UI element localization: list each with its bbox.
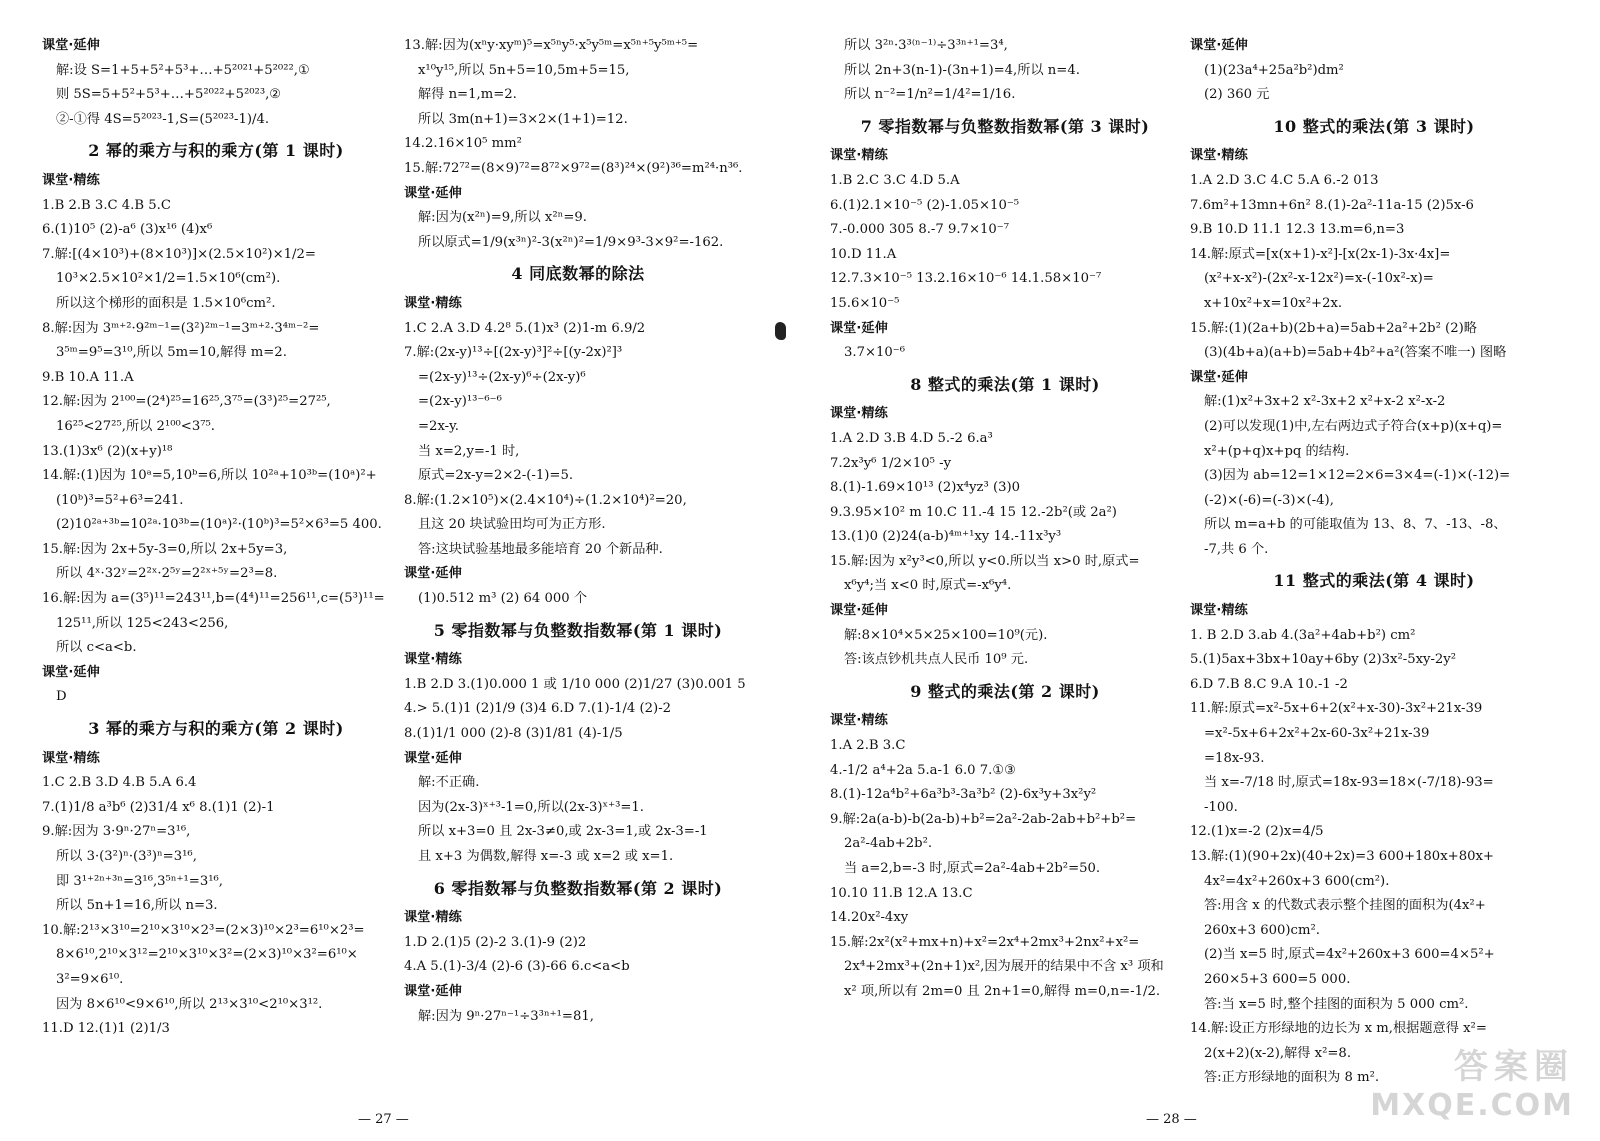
- answer-line: =18x-93.: [1204, 750, 1265, 766]
- answer-line: 16²⁵<27²⁵,所以 2¹⁰⁰<3⁷⁵.: [56, 418, 215, 434]
- answer-line: 答:正方形绿地的面积为 8 m².: [1204, 1070, 1380, 1086]
- answer-line: 因为 8×6¹⁰<9×6¹⁰,所以 2¹³×3¹⁰<2¹⁰×3¹².: [56, 996, 323, 1012]
- answer-line: =2x-y.: [418, 418, 459, 434]
- answer-line: 260x+3 600)cm².: [1204, 922, 1320, 938]
- answer-line: 8.(1)-1.69×10¹³ (2)x⁴yz³ (3)0: [830, 480, 1021, 496]
- answer-line: 7.-0.000 305 8.-7 9.7×10⁻⁷: [830, 222, 1010, 238]
- answer-line: 13.解:因为(xⁿy·xyᵐ)⁵=x⁵ⁿy⁵·x⁵y⁵ᵐ=x⁵ⁿ⁺⁵y⁵ᵐ⁺⁵=: [404, 38, 699, 53]
- answer-line: (3)(4b+a)(a+b)=5ab+4b²+a²(答案不唯一) 图略: [1204, 345, 1507, 361]
- answer-line: (2)10²ᵃ⁺³ᵇ=10²ᵃ·10³ᵇ=(10ᵃ)²·(10ᵇ)³=5²×6³=5 400.: [56, 517, 382, 533]
- answer-line: x¹⁰y¹⁵,所以 5n+5=10,5m+5=15,: [418, 62, 630, 78]
- answer-line: 9.解:2a(a-b)-b(2a-b)+b²=2a²-2ab-2ab+b²+b²=: [830, 811, 1137, 827]
- answer-line: 6.(1)2.1×10⁻⁵ (2)-1.05×10⁻⁵: [830, 197, 1020, 213]
- answer-line: 9.解:因为 3·9ⁿ·27ⁿ=3¹⁶,: [42, 824, 191, 840]
- subsection-heading: 课堂·精练: [830, 713, 888, 729]
- answer-line: 13.(1)3x⁶ (2)(x+y)¹⁸: [42, 443, 173, 459]
- answer-line: 即 3¹⁺²ⁿ⁺³ⁿ=3¹⁶,3⁵ⁿ⁺¹=3¹⁶,: [56, 873, 224, 889]
- answer-line: 9.B 10.A 11.A: [42, 369, 134, 385]
- subsection-heading: 课堂·延伸: [830, 603, 888, 619]
- answer-line: 4.A 5.(1)-3/4 (2)-6 (3)-66 6.c<a<b: [404, 959, 630, 975]
- answer-line: 且 x+3 为偶数,解得 x=-3 或 x=2 或 x=1.: [418, 849, 674, 864]
- answer-line: 6.(1)10⁵ (2)-a⁶ (3)x¹⁶ (4)x⁶: [42, 222, 213, 238]
- section-title: 4 同底数幂的除法: [511, 264, 645, 284]
- answer-line: 解:8×10⁴×5×25×100=10⁹(元).: [844, 627, 1048, 643]
- answer-line: x²+(p+q)x+pq 的结构.: [1204, 443, 1350, 459]
- answer-line: 10.解:2¹³×3¹⁰=2¹⁰×3¹⁰×2³=(2×3)¹⁰×2³=6¹⁰×2³=: [42, 922, 365, 938]
- answer-line: 6.D 7.B 8.C 9.A 10.-1 -2: [1190, 676, 1348, 692]
- answer-line: 2(x+2)(x-2),解得 x²=8.: [1204, 1045, 1352, 1061]
- subsection-heading: 课堂·精练: [830, 148, 888, 164]
- answer-line: 14.2.16×10⁵ mm²: [404, 136, 522, 152]
- answer-line: 7.解:[(4×10³)+(8×10³)]×(2.5×10²)×1/2=: [42, 246, 316, 262]
- column-1: [42, 34, 390, 1042]
- answer-line: 所以 x+3=0 且 2x-3≠0,或 2x-3=1,或 2x-3=-1: [418, 824, 708, 840]
- answer-line: 1.A 2.D 3.B 4.D 5.-2 6.a³: [830, 430, 993, 446]
- section-title: 10 整式的乘法(第 3 课时): [1273, 116, 1475, 136]
- subsection-heading: 课堂·延伸: [1190, 369, 1248, 385]
- section-title: 6 零指数幂与负整数指数幂(第 2 课时): [433, 878, 723, 898]
- answer-line: 260×5+3 600=5 000.: [1204, 971, 1351, 987]
- answer-line: 所以 5n+1=16,所以 n=3.: [56, 898, 218, 914]
- page-number-right: — 28 —: [1146, 1112, 1197, 1127]
- section-title: 9 整式的乘法(第 2 课时): [910, 681, 1100, 701]
- answer-line: 12.解:因为 2¹⁰⁰=(2⁴)²⁵=16²⁵,3⁷⁵=(3³)²⁵=27²⁵,: [42, 394, 331, 410]
- subsection-heading: 课堂·延伸: [404, 185, 462, 201]
- section-title: 8 整式的乘法(第 1 课时): [910, 374, 1100, 394]
- answer-line: 125¹¹,所以 125<243<256,: [56, 615, 229, 631]
- answer-line: 15.解:因为 x²y³<0,所以 y<0.所以当 x>0 时,原式=: [830, 553, 1140, 569]
- section-title: 3 幂的乘方与积的乘方(第 2 课时): [88, 719, 344, 739]
- answer-line: 14.20x²-4xy: [830, 910, 909, 926]
- section-title: 5 零指数幂与负整数指数幂(第 1 课时): [433, 620, 723, 640]
- answer-line: 1.A 2.D 3.C 4.C 5.A 6.-2 013: [1190, 172, 1379, 188]
- answer-line: 因为(2x-3)ˣ⁺³-1=0,所以(2x-3)ˣ⁺³=1.: [418, 799, 644, 815]
- watermark-logo: 答案圈 MXQE.COM: [1370, 1047, 1574, 1123]
- answer-line: 8.解:因为 3ᵐ⁺²·9²ᵐ⁻¹=(3²)²ᵐ⁻¹=3ᵐ⁺²·3⁴ᵐ⁻²=: [42, 320, 320, 336]
- answer-line: (1)(23a⁴+25a²b²)dm²: [1204, 62, 1344, 78]
- answer-line: (2)可以发现(1)中,左右两边式子符合(x+p)(x+q)=: [1204, 418, 1503, 434]
- answer-line: 解:设 S=1+5+5²+5³+…+5²⁰²¹+5²⁰²²,①: [56, 62, 310, 78]
- column-4: [1190, 34, 1558, 1091]
- answer-line: 则 5S=5+5²+5³+…+5²⁰²²+5²⁰²³,②: [56, 87, 282, 103]
- answer-line: -7,共 6 个.: [1204, 541, 1269, 557]
- answer-line: x² 项,所以有 2m=0 且 2n+1=0,解得 m=0,n=-1/2.: [844, 983, 1161, 999]
- answer-line: 所以 3²ⁿ·3³⁽ⁿ⁻¹⁾÷3³ⁿ⁺¹=3⁴,: [844, 38, 1008, 53]
- answer-line: 1.B 2.D 3.(1)0.000 1 或 1/10 000 (2)1/27 (3)0.001 5: [404, 676, 746, 692]
- answer-line: 1.D 2.(1)5 (2)-2 3.(1)-9 (2)2: [404, 934, 587, 950]
- answer-line: 所以 4ˣ·32ʸ=2²ˣ·2⁵ʸ=2²ˣ⁺⁵ʸ=2³=8.: [56, 566, 278, 582]
- answer-line: 所以 3m(n+1)=3×2×(1+1)=12.: [418, 111, 628, 127]
- answer-line: 所以 2n+3(n-1)-(3n+1)=4,所以 n=4.: [844, 62, 1080, 78]
- answer-line: 12.7.3×10⁻⁵ 13.2.16×10⁻⁶ 14.1.58×10⁻⁷: [830, 271, 1102, 287]
- answer-line: 1. B 2.D 3.ab 4.(3a²+4ab+b²) cm²: [1190, 627, 1416, 643]
- answer-line: 8.解:(1.2×10⁵)×(2.4×10⁴)÷(1.2×10⁴)²=20,: [404, 492, 687, 508]
- answer-line: 所以 m=a+b 的可能取值为 13、8、7、-13、-8、: [1204, 517, 1507, 533]
- answer-line: 所以这个梯形的面积是 1.5×10⁶cm².: [56, 295, 276, 311]
- answer-line: =(2x-y)¹³⁻⁶⁻⁶: [418, 394, 502, 410]
- subsection-heading: 课堂·精练: [404, 910, 462, 926]
- answer-line: 7.解:(2x-y)¹³÷[(2x-y)³]²÷[(y-2x)²]³: [404, 345, 623, 361]
- answer-line: 所以 n⁻²=1/n²=1/4²=1/16.: [844, 87, 1016, 103]
- answer-line: 解:因为 9ⁿ·27ⁿ⁻¹÷3³ⁿ⁺¹=81,: [418, 1008, 594, 1024]
- answer-line: =x²-5x+6+2x²+2x-60-3x²+21x-39: [1204, 726, 1430, 742]
- answer-line: 且这 20 块试验田均可为正方形.: [418, 517, 606, 533]
- answer-line: 答:当 x=5 时,整个挂图的面积为 5 000 cm².: [1204, 996, 1469, 1012]
- answer-line: 8.(1)1/1 000 (2)-8 (3)1/81 (4)-1/5: [404, 726, 623, 742]
- answer-line: 10.10 11.B 12.A 13.C: [830, 885, 973, 901]
- answer-line: 10.D 11.A: [830, 246, 897, 262]
- answer-line: 答:这块试验基地最多能培育 20 个新品种.: [418, 541, 663, 557]
- answer-line: 所以原式=1/9(x³ⁿ)²-3(x²ⁿ)²=1/9×9³-3×9²=-162.: [418, 234, 724, 250]
- answer-line: 12.(1)x=-2 (2)x=4/5: [1190, 824, 1324, 840]
- answer-line: 2x⁴+2mx³+(2n+1)x²,因为展开的结果中不含 x³ 项和: [844, 959, 1164, 975]
- subsection-heading: 课堂·精练: [42, 172, 100, 188]
- answer-line: (-2)×(-6)=(-3)×(-4),: [1204, 492, 1334, 508]
- subsection-heading: 课堂·延伸: [42, 38, 100, 53]
- subsection-heading: 课堂·延伸: [830, 320, 888, 336]
- answer-line: 4.> 5.(1)1 (2)1/9 (3)4 6.D 7.(1)-1/4 (2)-2: [404, 701, 672, 717]
- answer-line: 14.解:原式=[x(x+1)-x²]-[x(2x-1)-3x·4x]=: [1190, 246, 1451, 262]
- answer-line: 4x²=4x²+260x+3 600(cm²).: [1204, 873, 1390, 889]
- answer-line: 1.C 2.A 3.D 4.2⁸ 5.(1)x³ (2)1-m 6.9/2: [404, 320, 646, 336]
- subsection-heading: 课堂·延伸: [404, 566, 462, 582]
- answer-line: x+10x²+x=10x²+2x.: [1204, 295, 1343, 311]
- answer-line: 8×6¹⁰,2¹⁰×3¹²=2¹⁰×3¹⁰×3²=(2×3)¹⁰×3²=6¹⁰×: [56, 947, 358, 963]
- answer-line: 当 a=2,b=-3 时,原式=2a²-4ab+2b²=50.: [844, 861, 1101, 876]
- answer-line: 10³×2.5×10²×1/2=1.5×10⁶(cm²).: [56, 271, 281, 287]
- subsection-heading: 课堂·延伸: [42, 664, 100, 680]
- answer-line: 3²=9×6¹⁰.: [56, 971, 124, 987]
- answer-line: (10ᵇ)³=5²+6³=241.: [56, 492, 184, 508]
- answer-line: 3.7×10⁻⁶: [844, 345, 906, 361]
- answer-line: 14.解:设正方形绿地的边长为 x m,根据题意得 x²=: [1190, 1021, 1487, 1037]
- answer-line: 13.(1)0 (2)24(a-b)⁴ᵐ⁺¹xy 14.-11x³y³: [830, 529, 1062, 545]
- answer-line: =(2x-y)¹³÷(2x-y)⁶÷(2x-y)⁶: [418, 369, 586, 385]
- answer-line: 7.6m²+13mn+6n² 8.(1)-2a²-11a-15 (2)5x-6: [1190, 197, 1474, 213]
- answer-line: 答:该点钞机共点人民币 10⁹ 元.: [844, 652, 1029, 668]
- subsection-heading: 课堂·精练: [1190, 148, 1248, 164]
- answer-line: 15.6×10⁻⁵: [830, 295, 900, 311]
- subsection-heading: 课堂·精练: [1190, 603, 1248, 619]
- answer-line: 15.解:(1)(2a+b)(2b+a)=5ab+2a²+2b² (2)略: [1190, 320, 1477, 336]
- answer-line: 15.解:因为 2x+5y-3=0,所以 2x+5y=3,: [42, 541, 288, 557]
- answer-line: 11.D 12.(1)1 (2)1/3: [42, 1021, 170, 1037]
- answer-line: 4.-1/2 a⁴+2a 5.a-1 6.0 7.①③: [830, 762, 1016, 778]
- column-2: [404, 34, 752, 1029]
- answer-line: 解得 n=1,m=2.: [418, 87, 517, 103]
- answer-line: 16.解:因为 a=(3⁵)¹¹=243¹¹,b=(4⁴)¹¹=256¹¹,c=(5³)¹¹=: [42, 591, 385, 607]
- answer-line: (1)0.512 m³ (2) 64 000 个: [418, 591, 588, 607]
- answer-line: -100.: [1204, 799, 1238, 815]
- column-3: [830, 34, 1180, 1005]
- answer-line: ②-①得 4S=5²⁰²³-1,S=(5²⁰²³-1)/4.: [56, 111, 270, 127]
- section-title: 11 整式的乘法(第 4 课时): [1273, 571, 1475, 591]
- answer-line: 8.(1)-12a⁴b²+6a³b³-3a³b² (2)-6x³y+3x²y²: [830, 787, 1097, 803]
- answer-line: 15.解:72⁷²=(8×9)⁷²=8⁷²×9⁷²=(8³)²⁴×(9²)³⁶=m²⁴·n³⁶.: [404, 160, 743, 176]
- subsection-heading: 课堂·延伸: [404, 983, 462, 999]
- section-title: 7 零指数幂与负整数指数幂(第 3 课时): [860, 116, 1150, 136]
- answer-line: 所以 3·(3²)ⁿ·(3³)ⁿ=3¹⁶,: [56, 849, 197, 864]
- answer-line: 解:因为(x²ⁿ)=9,所以 x²ⁿ=9.: [418, 210, 587, 226]
- answer-line: 所以 c<a<b.: [56, 640, 137, 656]
- answer-line: 当 x=-7/18 时,原式=18x-93=18×(-7/18)-93=: [1204, 775, 1494, 791]
- answer-line: 1.A 2.B 3.C: [830, 738, 906, 754]
- answer-line: 5.(1)5ax+3bx+10ay+6by (2)3x²-5xy-2y²: [1190, 652, 1457, 668]
- answer-line: 15.解:2x²(x²+mx+n)+x²=2x⁴+2mx³+2nx²+x²=: [830, 934, 1140, 950]
- subsection-heading: 课堂·精练: [404, 652, 462, 668]
- answer-line: 11.解:原式=x²-5x+6+2(x²+x-30)-3x²+21x-39: [1190, 701, 1483, 717]
- answer-line: 3⁵ᵐ=9⁵=3¹⁰,所以 5m=10,解得 m=2.: [56, 345, 287, 361]
- answer-line: 原式=2x-y=2×2-(-1)=5.: [418, 468, 574, 484]
- answer-line: (2) 360 元: [1204, 87, 1270, 103]
- answer-line: 7.2x³y⁶ 1/2×10⁵ -y: [830, 455, 952, 471]
- subsection-heading: 课堂·精练: [404, 295, 462, 311]
- answer-line: 解:(1)x²+3x+2 x²-3x+2 x²+x-2 x²-x-2: [1204, 394, 1446, 410]
- answer-line: 1.C 2.B 3.D 4.B 5.A 6.4: [42, 775, 197, 791]
- subsection-heading: 课堂·精练: [830, 406, 888, 422]
- subsection-heading: 课堂·延伸: [404, 750, 462, 766]
- answer-line: 9.B 10.D 11.1 12.3 13.m=6,n=3: [1190, 222, 1405, 238]
- answer-line: 7.(1)1/8 a³b⁶ (2)31/4 x⁶ 8.(1)1 (2)-1: [42, 799, 275, 815]
- subsection-heading: 课堂·精练: [42, 750, 100, 766]
- answer-line: 答:用含 x 的代数式表示整个挂图的面积为(4x²+: [1204, 898, 1486, 914]
- answer-line: (2)当 x=5 时,原式=4x²+260x+3 600=4×5²+: [1204, 947, 1495, 963]
- answer-line: 当 x=2,y=-1 时,: [418, 443, 520, 459]
- answer-line: (x²+x-x²)-(2x²-x-12x²)=x-(-10x²-x)=: [1204, 271, 1434, 287]
- answer-line: D: [56, 689, 67, 705]
- answer-line: 9.3.95×10² m 10.C 11.-4 15 12.-2b²(或 2a²): [830, 504, 1117, 520]
- answer-line: x⁶y⁴;当 x<0 时,原式=-x⁶y⁴.: [844, 578, 1012, 594]
- answer-line: 1.B 2.C 3.C 4.D 5.A: [830, 172, 960, 188]
- answer-line: 解:不正确.: [418, 775, 480, 791]
- answer-line: 1.B 2.B 3.C 4.B 5.C: [42, 197, 171, 213]
- subsection-heading: 课堂·延伸: [1190, 38, 1248, 53]
- binding-mark: [775, 322, 786, 340]
- answer-line: (3)因为 ab=12=1×12=2×6=3×4=(-1)×(-12)=: [1204, 468, 1511, 484]
- answer-line: 2a²-4ab+2b².: [844, 836, 933, 852]
- page-number-left: — 27 —: [358, 1112, 409, 1127]
- answer-line: 14.解:(1)因为 10ᵃ=5,10ᵇ=6,所以 10²ᵃ+10³ᵇ=(10ᵃ)²+: [42, 468, 377, 484]
- section-title: 2 幂的乘方与积的乘方(第 1 课时): [88, 141, 344, 161]
- answer-line: 13.解:(1)(90+2x)(40+2x)=3 600+180x+80x+: [1190, 849, 1494, 864]
